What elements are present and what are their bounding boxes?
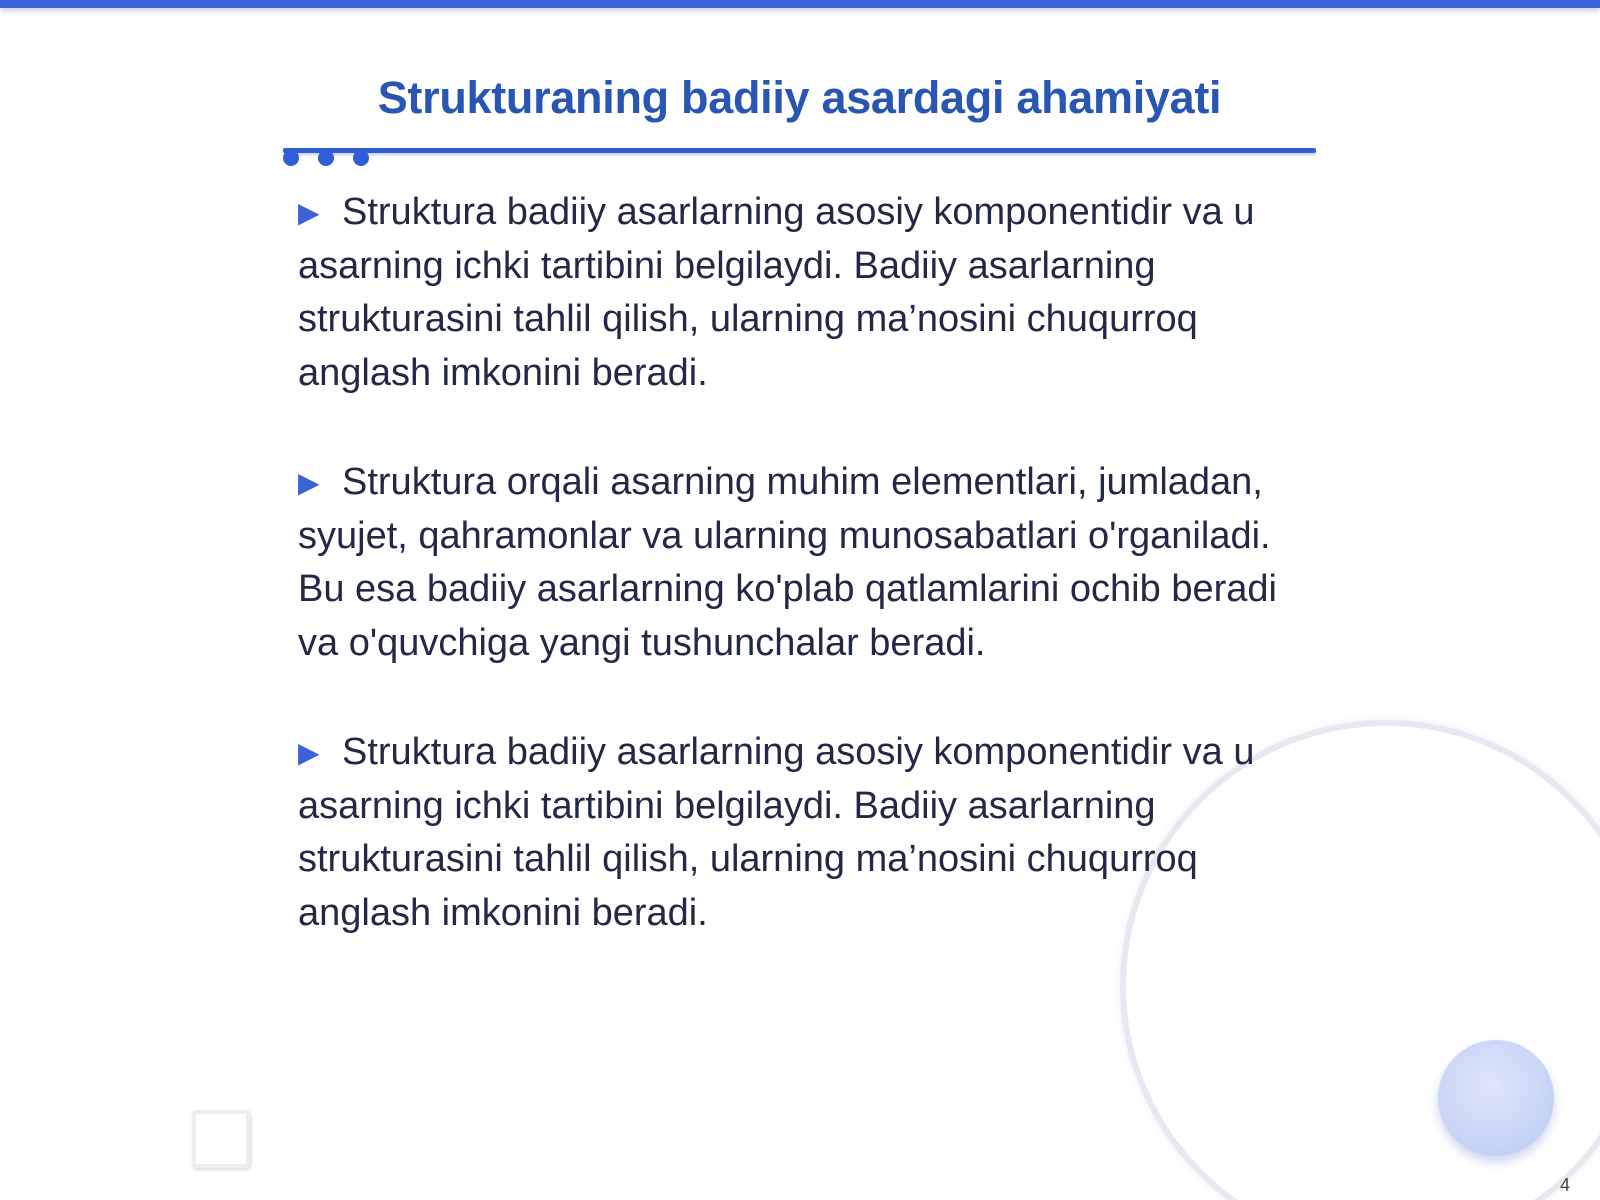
bullet-text: Struktura orqali asarning muhim elementlari, jumladan, syujet, qahramonlar va ularning munosabatlari o'rganiladi. Bu esa badiiy asarlarning ko'plab qatlamlarini ochib beradi va o'quvchiga yangi tushunchalar beradi.: [298, 461, 1277, 664]
decorative-circle-filled: [1438, 1040, 1554, 1156]
bullet-list: [298, 186, 1298, 996]
bullet-text: Struktura badiiy asarlarning asosiy komponentidir va u asarning ichki tartibini belgilaydi. Badiiy asarlarning strukturasini tahlil qilish, ularning ma’nosini chuqurroq anglash imkonini beradi.: [298, 731, 1255, 934]
triangle-right-icon: ▶: [298, 197, 320, 228]
decorative-dot: [283, 150, 299, 166]
decorative-dot: [318, 150, 334, 166]
bullet-item: [298, 456, 1298, 670]
slide-title: Strukturaning badiiy asardagi ahamiyati: [377, 72, 1222, 123]
bullet-item: [298, 186, 1298, 400]
page-number: 4: [1559, 1175, 1570, 1195]
decorative-dot: [353, 150, 369, 166]
top-accent-bar: [0, 0, 1600, 8]
triangle-right-icon: ▶: [298, 467, 320, 498]
bullet-item: [298, 726, 1298, 940]
triangle-right-icon: ▶: [298, 737, 320, 768]
bullet-text: Struktura badiiy asarlarning asosiy komponentidir va u asarning ichki tartibini belgilaydi. Badiiy asarlarning strukturasini tahlil qilish, ularning ma’nosini chuqurroq anglash imkonini beradi.: [298, 191, 1255, 394]
title-underline: [283, 148, 1316, 153]
decorative-square: [192, 1110, 250, 1168]
